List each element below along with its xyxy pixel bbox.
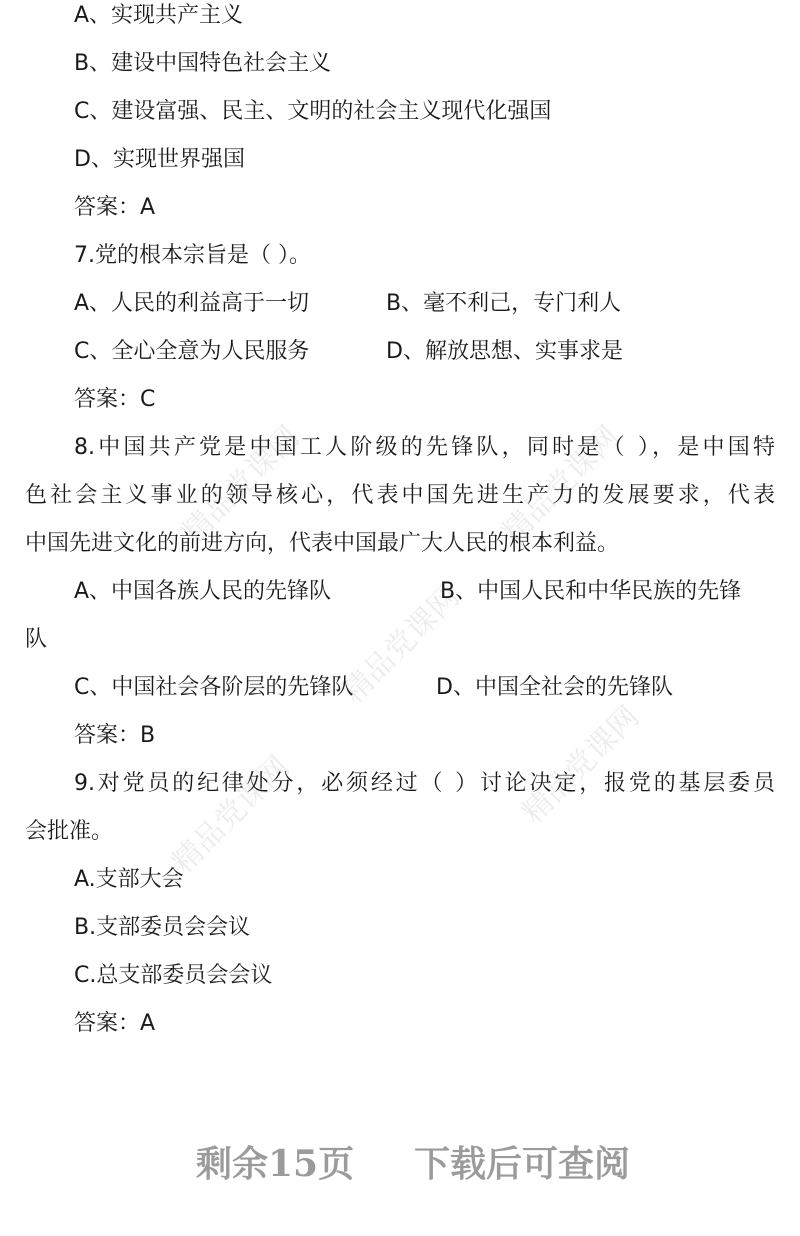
option-line: C、建设富强、民主、文明的社会主义现代化强国 xyxy=(74,99,552,124)
option-line: C、全心全意为人民服务 xyxy=(74,339,310,364)
option-line: B、中国人民和中华民族的先锋 xyxy=(440,579,742,604)
watermark: 精品党课网 xyxy=(495,419,627,551)
watermark: 精品党课网 xyxy=(515,699,647,831)
download-prompt[interactable] xyxy=(0,1136,800,1186)
option-line: D、中国全社会的先锋队 xyxy=(436,675,673,700)
answer-line: 答案：B xyxy=(74,723,156,748)
watermark: 精品党课网 xyxy=(335,579,467,711)
question-line: 中国先进文化的前进方向，代表中国最广大人民的根本利益。 xyxy=(25,531,620,556)
option-line: D、实现世界强国 xyxy=(74,147,245,172)
option-line: A.支部大会 xyxy=(74,867,184,892)
download-label: 下载后可查阅 xyxy=(414,1143,631,1185)
option-line: B、建设中国特色社会主义 xyxy=(74,51,332,76)
option-line: 队 xyxy=(25,627,48,652)
remaining-pages-label: 剩余15页 xyxy=(196,1143,355,1185)
option-line: A、人民的利益高于一切 xyxy=(74,291,310,316)
option-line: C.总支部委员会会议 xyxy=(74,963,273,988)
option-line: A、中国各族人民的先锋队 xyxy=(74,579,332,604)
option-line: C、中国社会各阶层的先锋队 xyxy=(74,675,354,700)
question-line: 会批准。 xyxy=(25,819,114,844)
answer-line: 答案：A xyxy=(74,1011,156,1036)
option-line: B.支部委员会会议 xyxy=(74,915,251,940)
question-text: 8.中国共产党是中国工人阶级的先锋队，同时是（ ），是中国特 xyxy=(74,435,775,460)
option-line: A、实现共产主义 xyxy=(74,3,244,28)
option-line: B、毫不利己，专门利人 xyxy=(386,291,622,316)
answer-line: 答案：C xyxy=(74,387,156,412)
watermark: 精品党课网 xyxy=(175,419,307,551)
question-line: 7.党的根本宗旨是（ ）。 xyxy=(74,243,311,268)
answer-line: 答案：A xyxy=(74,195,156,220)
question-text: 9.对党员的纪律处分，必须经过（ ）讨论决定，报党的基层委员 xyxy=(74,771,775,796)
watermark: 精品党课网 xyxy=(165,749,297,881)
question-text: 色社会主义事业的领导核心，代表中国先进生产力的发展要求，代表 xyxy=(25,483,775,508)
option-line: D、解放思想、实事求是 xyxy=(386,339,623,364)
